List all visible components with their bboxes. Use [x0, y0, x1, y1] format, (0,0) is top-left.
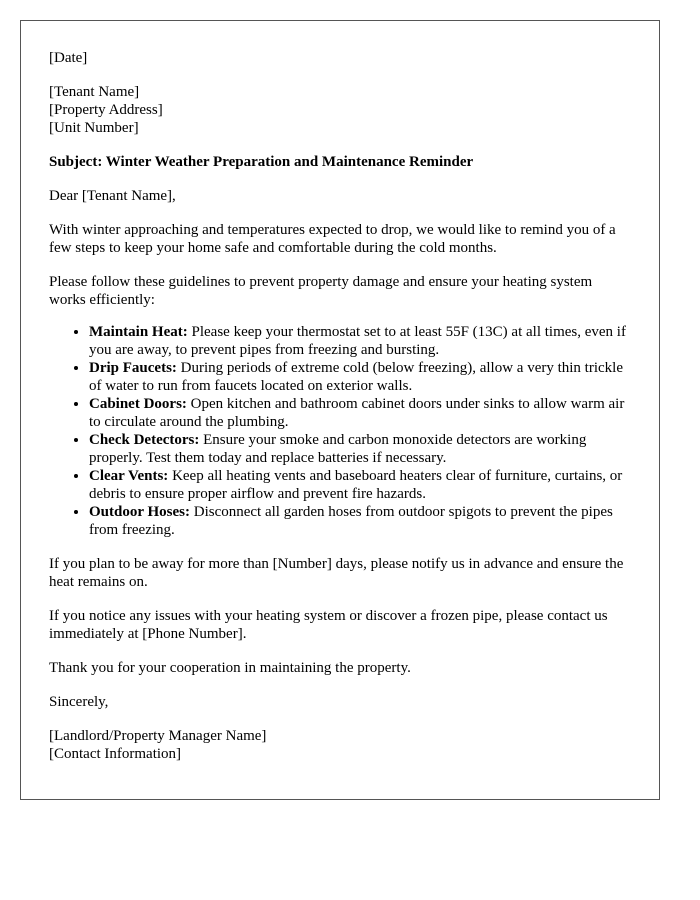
guideline-text: Please keep your thermostat set to at least 55F (13C) at all times, even if you are away, to prevent pipes from freezing and bursting.: [89, 324, 626, 358]
guideline-item: [89, 359, 631, 395]
salutation: Dear [Tenant Name],: [49, 188, 176, 204]
guideline-item: [89, 503, 631, 539]
guideline-title: Outdoor Hoses:: [89, 504, 190, 520]
guideline-title: Check Detectors:: [89, 432, 200, 448]
guideline-text: Open kitchen and bathroom cabinet doors under sinks to allow warm air to circulate around the plumbing.: [89, 396, 625, 430]
away-notice: If you plan to be away for more than [Number] days, please notify us in advance and ensure the heat remains on.: [49, 556, 624, 590]
thanks-paragraph: Thank you for your cooperation in maintaining the property.: [49, 660, 411, 676]
guideline-title: Maintain Heat:: [89, 324, 188, 340]
guideline-text: During periods of extreme cold (below freezing), allow a very thin trickle of water to run from faucets located on exterior walls.: [89, 360, 623, 394]
signature-block: [49, 727, 631, 763]
signature-name: [Landlord/Property Manager Name]: [49, 728, 267, 744]
guideline-text: Disconnect all garden hoses from outdoor spigots to prevent the pipes from freezing.: [89, 504, 613, 538]
guideline-title: Cabinet Doors:: [89, 396, 187, 412]
closing: Sincerely,: [49, 694, 109, 710]
guideline-item: [89, 431, 631, 467]
guideline-item: [89, 323, 631, 359]
guideline-title: Drip Faucets:: [89, 360, 177, 376]
intro-paragraph: With winter approaching and temperatures expected to drop, we would like to remind you of a few steps to keep your home safe and comfortable during the cold months.: [49, 222, 616, 256]
guidelines-list: [49, 323, 631, 539]
guideline-item: [89, 467, 631, 503]
recipient-unit: [Unit Number]: [49, 120, 139, 136]
guideline-text: Ensure your smoke and carbon monoxide detectors are working properly. Test them today and replace batteries if necessary.: [89, 432, 587, 466]
issues-notice: If you notice any issues with your heating system or discover a frozen pipe, please contact us immediately at [Phone Number].: [49, 608, 608, 642]
guideline-text: Keep all heating vents and baseboard heaters clear of furniture, curtains, or debris to ensure proper airflow and prevent fire hazards.: [89, 468, 623, 502]
guideline-item: [89, 395, 631, 431]
recipient-address: [Property Address]: [49, 102, 163, 118]
letter-subject: Subject: Winter Weather Preparation and Maintenance Reminder: [49, 154, 474, 170]
signature-contact: [Contact Information]: [49, 746, 182, 762]
guidelines-intro: Please follow these guidelines to prevent property damage and ensure your heating system works efficiently:: [49, 274, 593, 308]
letter-date: [Date]: [49, 50, 88, 66]
recipient-block: [49, 83, 631, 137]
guideline-title: Clear Vents:: [89, 468, 169, 484]
recipient-name: [Tenant Name]: [49, 84, 140, 100]
letter: [20, 20, 660, 800]
